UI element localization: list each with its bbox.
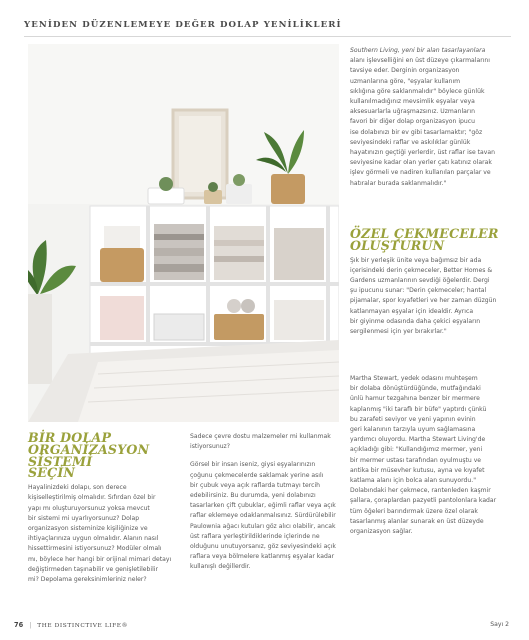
text-line: üst raflara yerleştirildiklerinde içlerinde ne — [190, 532, 320, 540]
text-line: geri kalanının tarzıyla uyum sağlamasına — [350, 426, 476, 434]
text-line: Sadece çevre dostu malzemeler mi kullanmak — [190, 433, 331, 440]
text-line: işlev görmeli ve nadiren kullanılan parçalar ve — [350, 169, 491, 177]
text-line: aksesuarlarla uğraşmazsınız. Uzmanların — [350, 108, 475, 116]
middle-column — [190, 432, 340, 573]
intro-column — [350, 46, 518, 189]
text-line: istiyorsunuz? — [190, 443, 230, 451]
footer-separator: | — [29, 622, 32, 629]
text-line: Hayalinizdeki dolapı, son derece — [28, 484, 127, 492]
text-line: ünlü hamur tezgahına benzer bir mermere — [350, 395, 480, 403]
text-line: favori bir diğer dolap organizasyon ipucu — [350, 118, 475, 126]
section-heading — [28, 432, 174, 479]
heading-line: ORGANİZASYON SİSTEMİ — [28, 441, 150, 469]
section-heading — [350, 228, 518, 252]
text-line: tavsiye eder. Derginin organizasyon — [350, 67, 460, 75]
page-number: 76 — [14, 621, 24, 629]
heading-line: OLUŞTURUN — [350, 237, 445, 253]
martha-column — [350, 374, 518, 537]
text-line: Gardens uzmanlarının sevdiği öğelerdir. Dergi — [350, 277, 490, 284]
text-line: şallara, çoraplardan pazyetli pantolonlara kadar — [350, 497, 497, 505]
magazine-name: THE DISTINCTIVE LIFE® — [37, 623, 129, 629]
text-line: seviyesine kadar olan yerler çatı katınız olarak — [350, 159, 492, 167]
text-line: antika bir müsevher kutusu, ayna ve kıyafet — [350, 466, 485, 474]
text-line: yardımcı oluyordu. Martha Stewart Living'de — [350, 436, 486, 444]
text-line: ihtiyaçlarınıza uygun olmalıdır. Alanın nasıl — [28, 535, 159, 543]
text-line: Paulownia ağacı kutuları göz alıcı olabilir, ancak — [190, 522, 336, 530]
text-line: şu ipucunu sunar: "Derin çekmeceler; hantal — [350, 287, 487, 295]
text-line: çoğunu çekmecelerde saklamak yerine asılı — [190, 471, 324, 479]
text-line: olduğunu unutuyorsanız, göz seviyesindeki açık — [190, 543, 336, 551]
text-line: organizasyon sisteminize kişiliğinize ve — [28, 525, 148, 532]
text-line: bir giyinme odasında daha çekici eşyaların — [350, 317, 481, 325]
text-line: katlanmayan eşyalar için idealdir. Ayrıca — [350, 307, 474, 315]
text-line: yapı mı oluşturuyorsunuz yoksa mevcut — [28, 504, 150, 512]
text-line: bir dolaba dönüştürdüğünde, mutfağındaki — [350, 385, 481, 393]
text-line: Şık bir yerleşik ünite veya bağımsız bir ada — [350, 256, 482, 264]
text-line: kaplanmış "iki taraflı bir büfe" yaptırdı çünkü — [350, 405, 487, 413]
page-header: YENİDEN DÜZENLEMEYE DEĞER DOLAP YENİLİKLERİ — [24, 20, 342, 30]
heading-line: SEÇİN — [28, 465, 76, 481]
text-line: Southern Living, yeni bir alan tasarlayanlara — [350, 47, 486, 54]
system-section — [28, 432, 174, 585]
text-line: kullanışlı değillerdir. — [190, 563, 251, 571]
heading-line: BİR DOLAP — [28, 430, 112, 445]
text-line: hatıralar burada saklanmalıdır." — [350, 179, 447, 187]
text-line: sıklığına göre saklanmalıdır" böylece günlük — [350, 87, 485, 95]
text-line: katlama alanı için bolca alan sunuyordu." — [350, 477, 477, 485]
text-line: organizasyon sağlar. — [350, 528, 413, 536]
text-line: Görsel bir insan iseniz, giysi eşyalarınızın — [190, 461, 316, 469]
text-line: değiştirmeden taşınabilir ve genişletilebilir — [28, 565, 158, 573]
text-line: mi? Depolama gereksinimleriniz neler? — [28, 576, 147, 584]
text-line: tasarlarken çift çubuklar, eğimli raflar veya açık — [190, 502, 336, 510]
text-line: uzmanlarına göre, "eşyalar kullanım — [350, 77, 461, 85]
text-line: mı, böylece her hangi bir orijinal mimari detayı — [28, 555, 172, 563]
text-line: alanı işlevselliğini en üst düzeye çıkarmalarını — [350, 57, 490, 65]
text-line: edebilirsiniz. Bu durumda, yeni dolabınızı — [190, 492, 316, 500]
text-line: bir çubuk veya açık raflarda tutmayı tercih — [190, 481, 321, 489]
text-line: hayatınızın geçtiği yerlerdir, üst raflar ise tavan — [350, 149, 495, 157]
text-line: Dolabındaki her çekmece, rantenleden kaşmir — [350, 487, 491, 495]
text-line: bir sistemi mi uyarlıyorsunuz? Dolap — [28, 514, 140, 522]
text-line: raflara veya bölmelere katlanmış eşyalar kadar — [190, 553, 335, 561]
text-line: Martha Stewart, yedek odasını muhteşem — [350, 375, 478, 382]
text-line: hissettirmesini istiyorsunuz? Modüler olmalı — [28, 545, 162, 553]
text-line: tüm öğeleri barındırmak üzere özel olarak — [350, 507, 478, 515]
text-line: tasarlanmış alanlar sunarak en üst düzeyde — [350, 517, 484, 525]
heading-line: ÖZEL ÇEKMECELER — [350, 226, 499, 241]
text-line: seviyesindeki raflar ve askılıklar günlük — [350, 138, 471, 146]
text-line: raflar eklemeye odaklanmalısınız. Sürdürülebilir — [190, 512, 336, 520]
text-line: kullanılmadığınız mevsimlik eşyalar veya — [350, 98, 475, 106]
drawers-section — [350, 228, 518, 337]
page-footer — [14, 621, 509, 629]
text-line: bir mermer ustası tarafından oyulmuştu ve — [350, 456, 482, 464]
text-line: sergilenmesi için yer bırakırlar." — [350, 328, 447, 336]
issue-label: Sayı 2 — [490, 621, 509, 628]
text-line: bu zarafeti seviyor ve yeni yapının evinin — [350, 415, 476, 423]
header-divider — [24, 36, 511, 37]
text-line: ise dolabınızı bir ev gibi tasarlamaktır; "göz — [350, 128, 483, 136]
text-line: içerisindeki derin çekmeceler, Better Homes & — [350, 266, 493, 274]
text-line: açıkladığı gibi: "Kullandığımız mermer, yeni — [350, 446, 483, 454]
text-line: pijamalar, spor kıyafetleri ve her zaman düzgün — [350, 297, 497, 305]
text-line: kişiselleştirilmiş olmalıdır. Sıfırdan özel bir — [28, 494, 156, 502]
closet-photo — [28, 44, 339, 422]
